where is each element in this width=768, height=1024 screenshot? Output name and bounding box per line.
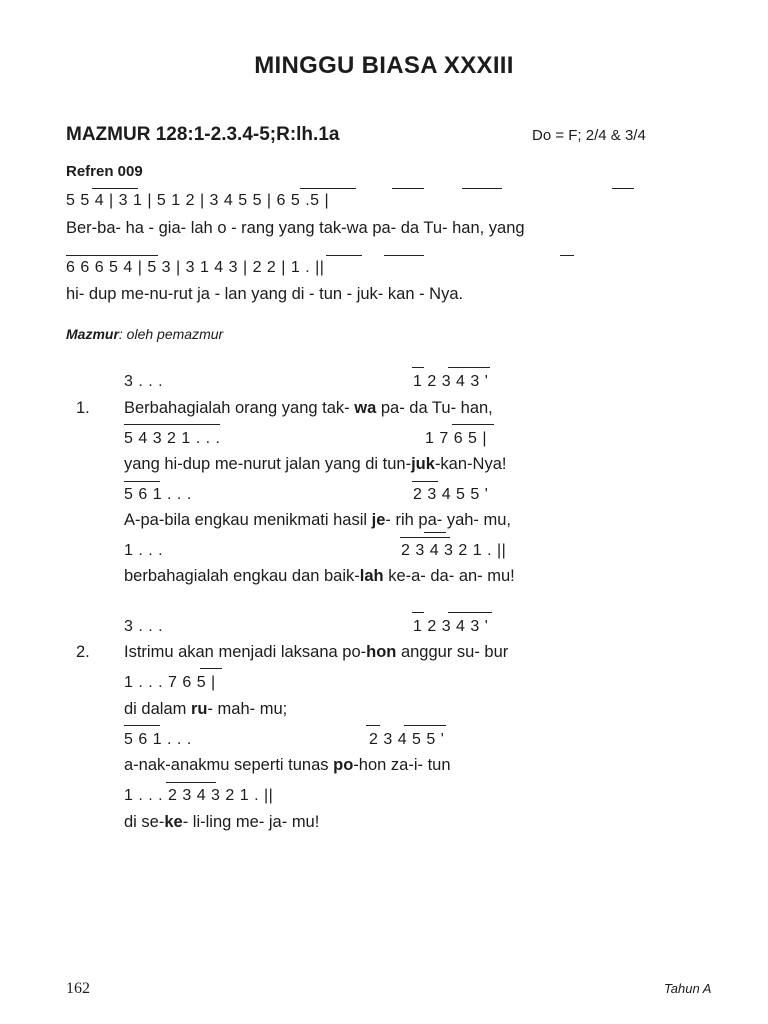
beam <box>166 782 216 783</box>
beam <box>612 188 634 189</box>
beam <box>300 188 356 189</box>
verse-1-text-1: Berbahagialah orang yang tak- wa pa- da Tu- han, <box>124 399 493 417</box>
refren-notes-line-1: 5 5 4 | 3 1 | 5 1 2 | 3 4 5 5 | 6 5 .5 | <box>66 192 330 209</box>
verse-2-lead-notes-1: 3 . . . <box>124 618 164 635</box>
verse-1-text-2: yang hi-dup me-nurut jalan yang di tun-juk-kan-Nya! <box>124 455 507 473</box>
liturgical-year: Tahun A <box>664 981 712 996</box>
beam <box>92 188 138 189</box>
mazmur-label: Mazmur: oleh pemazmur <box>66 326 224 342</box>
verse-1-lead-notes-1: 3 . . . <box>124 373 164 390</box>
verse-2-lead-notes-2: 1 . . . 7 6 5 | <box>124 674 216 691</box>
beam <box>400 537 450 538</box>
beam <box>462 188 502 189</box>
verse-1-text-4: berbahagialah engkau dan baik-lah ke-a- da- an- mu! <box>124 567 515 585</box>
beam <box>66 255 158 256</box>
verse-1-number: 1. <box>76 399 90 417</box>
verse-1-lead-notes-4: 1 . . . <box>124 542 164 559</box>
verse-2-cadence-notes-1: 1 2 3 4 3 ' <box>413 618 489 635</box>
beam <box>452 424 494 425</box>
beam <box>200 668 222 669</box>
beam <box>124 725 160 726</box>
refren-lyrics-line-1: Ber-ba- ha - gia- lah o - rang yang tak-wa pa- da Tu- han, yang <box>66 219 525 237</box>
beam <box>124 424 220 425</box>
verse-2-lead-notes-4: 1 . . . 2 3 4 3 2 1 . || <box>124 787 274 804</box>
verse-2-text-3: a-nak-anakmu seperti tunas po-hon za-i- tun <box>124 756 451 774</box>
beam <box>412 612 424 613</box>
page-title: MINGGU BIASA XXXIII <box>254 52 514 79</box>
refren-lyrics-line-2: hi- dup me-nu-rut ja - lan yang di - tun - juk- kan - Nya. <box>66 285 464 303</box>
beam <box>448 612 492 613</box>
verse-1-text-3: A-pa-bila engkau menikmati hasil je- rih pa- yah- mu, <box>124 511 512 529</box>
beam <box>412 367 424 368</box>
verse-1-cadence-notes-3: 2 3 4 5 5 ' <box>413 486 489 503</box>
refren-notes-line-2: 6 6 6 5 4 | 5 3 | 3 1 4 3 | 2 2 | 1 . || <box>66 259 325 276</box>
page-number: 162 <box>66 980 90 997</box>
verse-1-cadence-notes-4: 2 3 4 3 2 1 . || <box>401 542 507 559</box>
psalm-reference: MAZMUR 128:1-2.3.4-5;R:lh.1a <box>66 124 340 145</box>
verse-2-text-1: Istrimu akan menjadi laksana po-hon anggur su- bur <box>124 643 509 661</box>
beam <box>560 255 574 256</box>
beam <box>424 532 446 533</box>
beam <box>326 255 362 256</box>
verse-1-lead-notes-2: 5 4 3 2 1 . . . <box>124 430 221 447</box>
key-signature: Do = F; 2/4 & 3/4 <box>532 127 646 144</box>
beam <box>366 725 380 726</box>
beam <box>404 725 446 726</box>
verse-1-cadence-notes-2: 1 7 6 5 | <box>425 430 488 447</box>
refren-label: Refren 009 <box>66 163 143 180</box>
verse-2-text-2: di dalam ru- mah- mu; <box>124 700 288 718</box>
verse-2-text-4: di se-ke- li-ling me- ja- mu! <box>124 813 320 831</box>
beam <box>412 481 438 482</box>
verse-2-number: 2. <box>76 643 90 661</box>
verse-1-cadence-notes-1: 1 2 3 4 3 ' <box>413 373 489 390</box>
verse-2-lead-notes-3: 5 6 1 . . . <box>124 731 192 748</box>
beam <box>392 188 424 189</box>
verse-1-lead-notes-3: 5 6 1 . . . <box>124 486 192 503</box>
verse-2-cadence-notes-3: 2 3 4 5 5 ' <box>369 731 445 748</box>
beam <box>124 481 160 482</box>
beam <box>384 255 424 256</box>
beam <box>448 367 490 368</box>
